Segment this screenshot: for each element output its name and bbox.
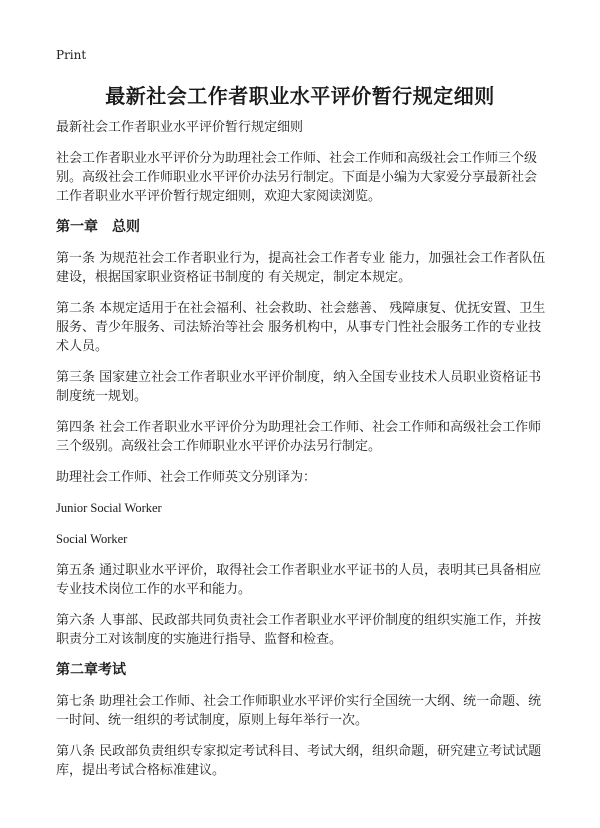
- article-7: 第七条 助理社会工作师、社会工作师职业水平评价实行全国统一大纲、统一命题、统一时间、统一组织的考试制度，原则上每年举行一次。: [56, 694, 542, 728]
- article-2: 第二条 本规定适用于在社会福利、社会救助、社会慈善、 残障康复、优抚安置、卫生服务、青少年服务、司法矫治等社会 服务机构中，从事专门性社会服务工作的专业技术人员。: [56, 301, 546, 354]
- chapter-2-heading: 第二章考试: [56, 662, 126, 678]
- intro-paragraph: 社会工作者职业水平评价分为助理社会工作师、社会工作师和高级社会工作师三个级别。高级社会工作师职业水平评价办法另行制定。下面是小编为大家爱分享最新社会工作者职业水平评价暂行规定细则，欢迎大家阅读浏览。: [56, 151, 538, 204]
- document-title: 最新社会工作者职业水平评价暂行规定细则: [105, 84, 495, 108]
- article-4: 第四条 社会工作者职业水平评价分为助理社会工作师、社会工作师和高级社会工作师三个级别。高级社会工作师职业水平评价办法另行制定。: [56, 420, 542, 454]
- article-1: 第一条 为规范社会工作者职业行为，提高社会工作者专业 能力，加强社会工作者队伍建设，根据国家职业资格证书制度的 有关规定，制定本规定。: [56, 251, 546, 285]
- document-body: [56, 118, 548, 792]
- print-link[interactable]: Print: [56, 48, 87, 62]
- english-term-junior: Junior Social Worker: [56, 501, 162, 515]
- article-3: 第三条 国家建立社会工作者职业水平评价制度，纳入全国专业技术人员职业资格证书制度统一规划。: [56, 370, 542, 404]
- chapter-1-heading: 第一章 总则: [56, 219, 140, 235]
- article-8: 第八条 民政部负责组织专家拟定考试科目、考试大纲，组织命题，研究建立考试试题库，提出考试合格标准建议。: [56, 744, 542, 778]
- document-subtitle: 最新社会工作者职业水平评价暂行规定细则: [56, 120, 304, 135]
- article-6: 第六条 人事部、民政部共同负责社会工作者职业水平评价制度的组织实施工作，并按职责分工对该制度的实施进行指导、监督和检查。: [56, 613, 542, 647]
- translation-intro: 助理社会工作师、社会工作师英文分别译为：: [56, 470, 317, 485]
- english-term-social: Social Worker: [56, 532, 128, 546]
- article-5: 第五条 通过职业水平评价，取得社会工作者职业水平证书的人员，表明其已具备相应专业技术岗位工作的水平和能力。: [56, 563, 542, 597]
